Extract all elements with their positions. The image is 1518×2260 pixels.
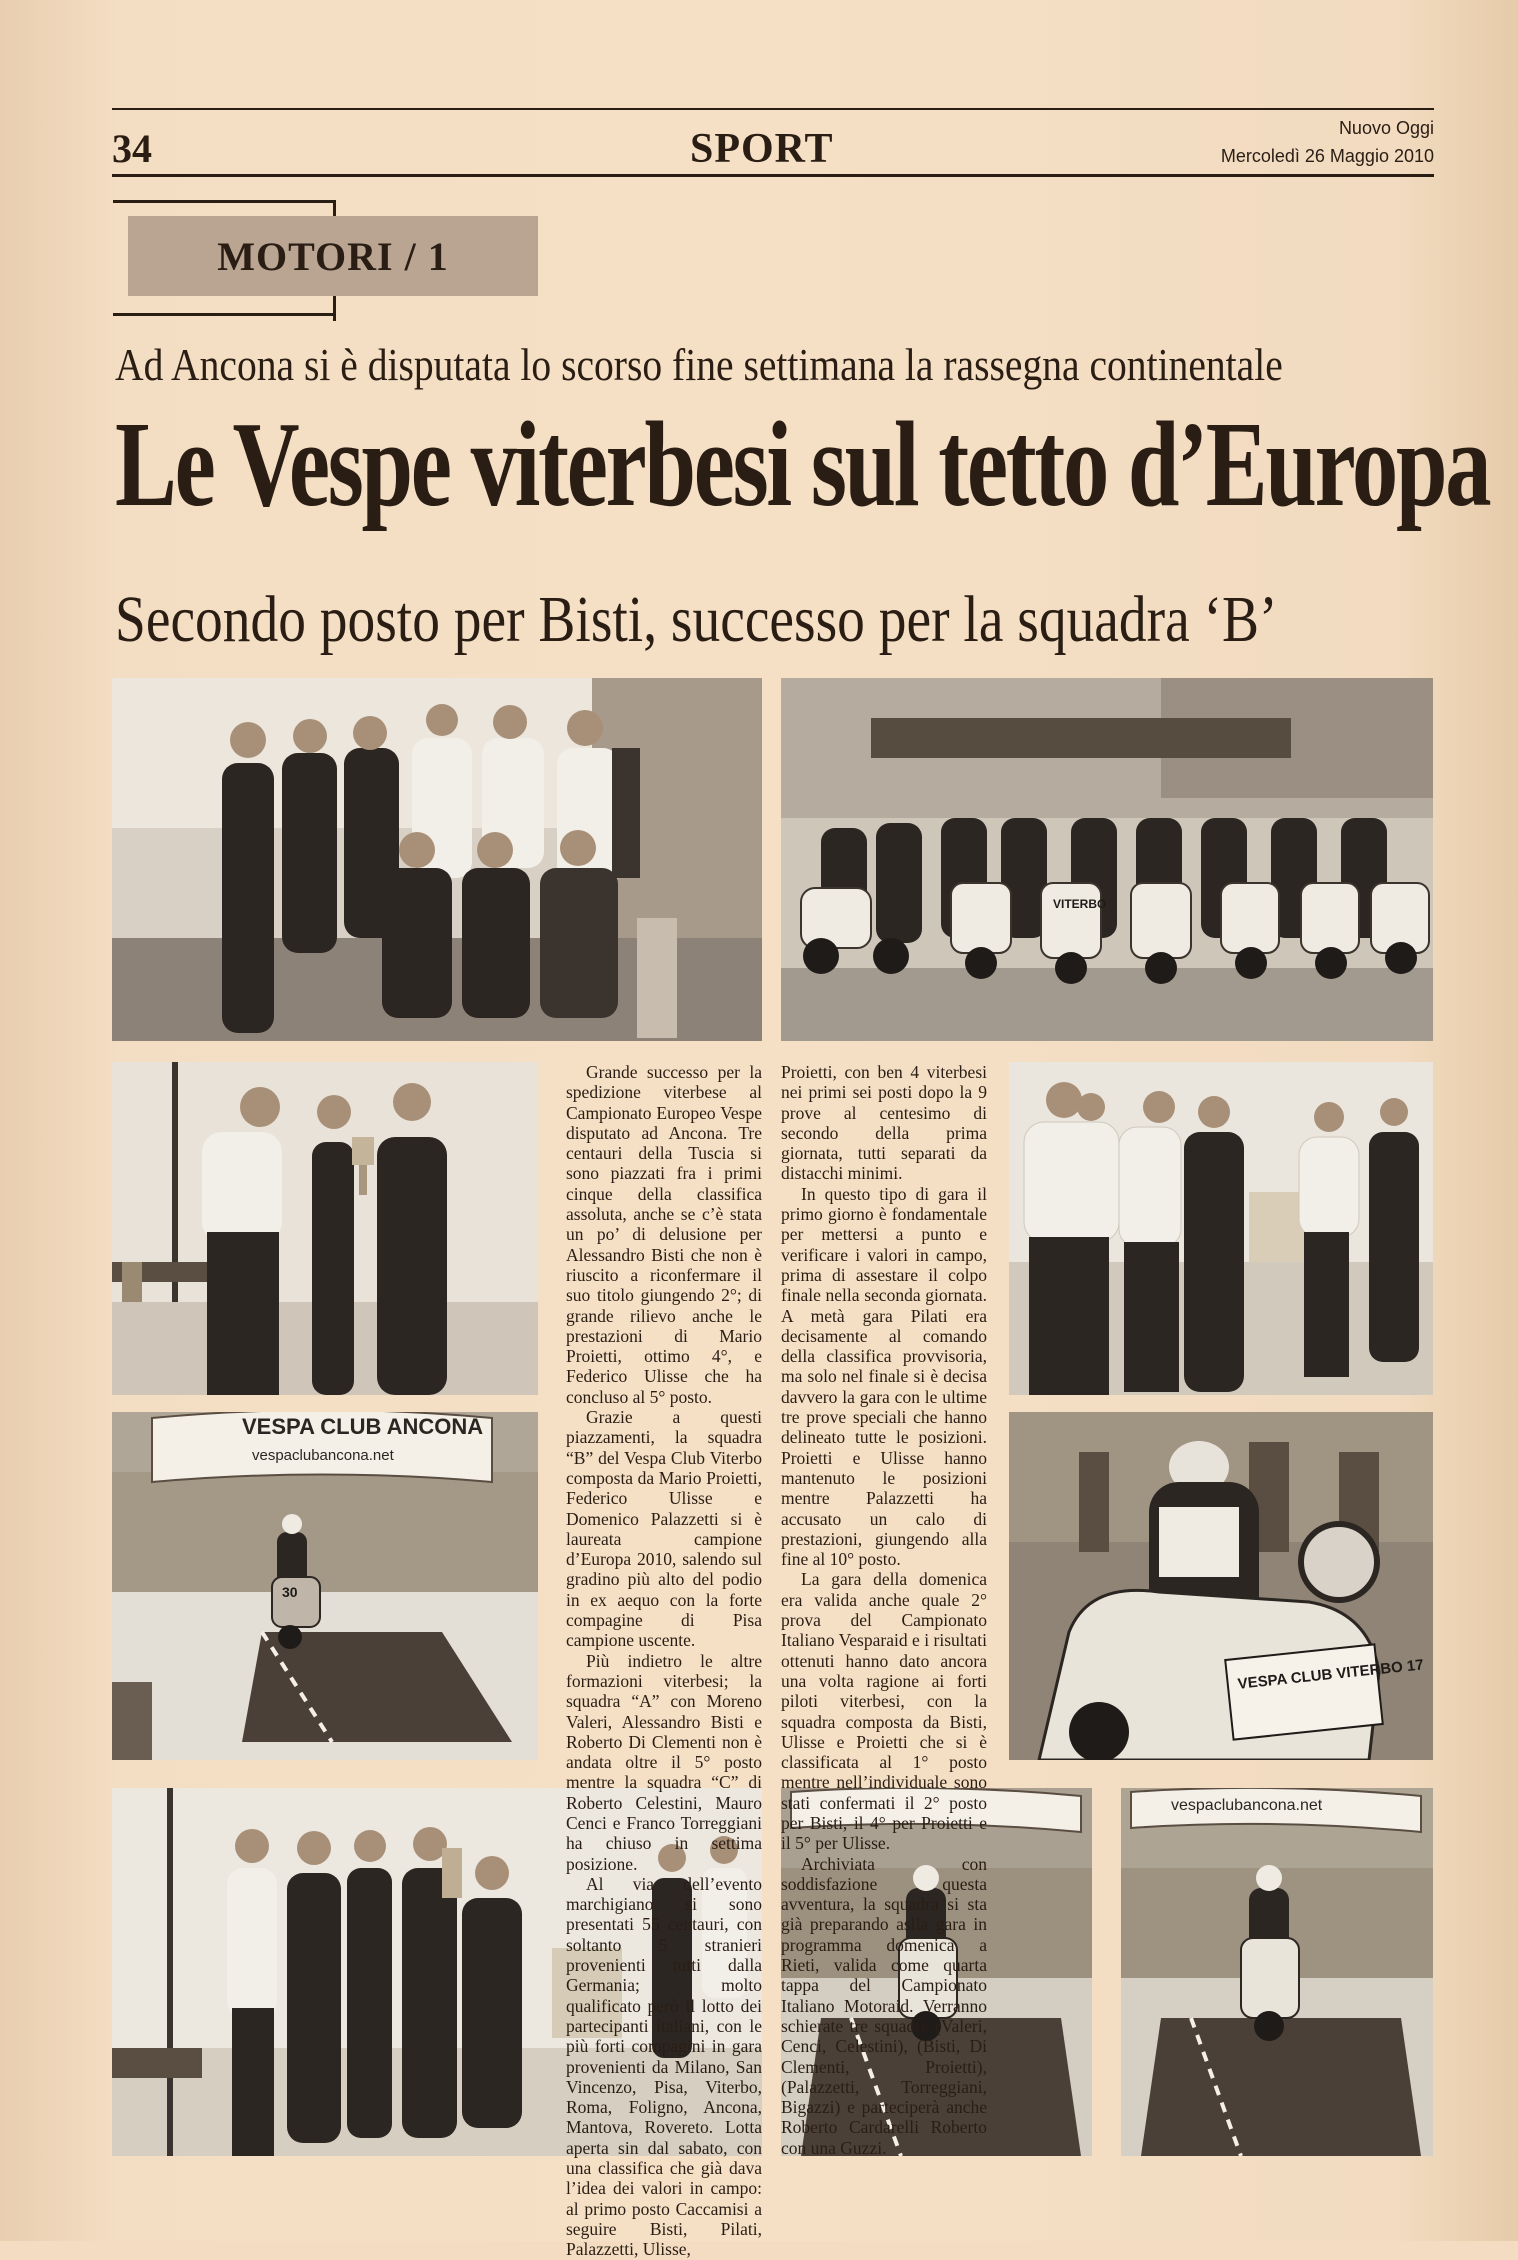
photo-ramp-rider-2 [1121,1788,1433,2156]
column-2-paragraph: Archiviata con soddisfazione questa avventura, la squadra si sta già preparando aslla gara in programma domenica a Rieti, valida come quarta tappa del Campionato Italiano Motoraid. Verranno schierate tre squadre (Valeri, Cenci, Celestini), (Bisti, Di Clementi, Proietti), (Palazzetti, Torreggiani, Bigazzi) e parteciperà anche Roberto Cardarelli Roberto con una Guzzi. [781,1853,987,2158]
article-column-1 [566,1062,762,2260]
kicker: Ad Ancona si è disputata lo scorso fine settimana la rassegna continentale [115,339,1283,390]
headline: Le Vespe viterbesi sul tetto d’Europa [115,397,1490,532]
photo-riders-row [781,678,1433,1041]
section-title: SPORT [690,126,834,172]
column-2-paragraph: In questo tipo di gara il primo giorno è fondamentale per mettersi a punto e verificare i valori in campo, prima di assestare il colpo finale nella seconda giornata. A metà gara Pilati era decisamente al comando della classifica provvisoria, ma solo nel finale si è decisa davvero la gara con le ultime tre prove speciali che hanno delineato tutte le posizioni. Proietti e Ulisse hanno mantenuto le posizioni mentre Palazzetti ha accusato un calo di prestazioni, giungendo alla fine al 10° posto. [781,1183,987,1570]
photo-bib-number: 30 [282,1584,298,1600]
photo-team-group [112,678,762,1041]
photo-handshake [1009,1062,1433,1395]
column-1-paragraph: Grazie a questi piazzamenti, la squadra “B” del Vespa Club Viterbo composta da Mario Proietti, Federico Ulisse e Domenico Palazzetti si è laureata campione d’Europa 2010, salendo sul gradino più alto del podio in ex aequo con la forte compagine di Pisa campione uscente. [566,1407,762,1651]
column-2-paragraph: La gara della domenica era valida anche quale 2° prova del Campionato Italiano Vesparaid e i risultati ottenuti hanno dato ancora una volta ragione ai forti piloti viterbesi, con la squadra composta da Bisti, Ulisse e Proietti che si è classificata al 1° posto mentre nell’individuale sono stati confermati il 2° posto per Bisti, il 4° per Proietti e il 5° per Ulisse. [781,1569,987,1854]
header-bottom-rule [112,174,1434,177]
photo-viterbo-rider [1009,1412,1433,1760]
article-column-2 [781,1062,987,2158]
photo-award-handover [112,1062,538,1395]
subheadline: Secondo posto per Bisti, successo per la squadra ‘B’ [115,583,1278,656]
category-box [128,216,538,296]
column-1-paragraph: Al via dell’evento marchigiano si sono presentati 55 centauri, con soltanto 5 stranieri provenienti tutti dalla Germania; molto qualificato però il lotto dei partecipanti italiani, con le più forti compagini in gara provenienti da Milano, San Vincenzo, Pisa, Viterbo, Roma, Foligno, Ancona, Mantova, Rovereto. Lotta aperta sin dal sabato, con una classifica che già dava l’idea dei valori in campo: al primo posto Caccamisi a seguire Bisti, Pilati, Palazzetti, Ulisse, [566,1873,762,2260]
photo-banner-club: VESPA CLUB ANCONA [242,1414,484,1439]
photo-banner-url: vespaclubancona.net [252,1447,394,1464]
photo-plate-text: VITERBO [1053,897,1107,911]
photo-plate-number: VESPA CLUB VITERBO 17 [1236,1656,1425,1693]
column-1-paragraph: Grande successo per la spedizione viterbese al Campionato Europeo Vespe disputato ad Ancona. Tre centauri della Tuscia si sono piazzati fra i primi cinque della classifica assoluta, anche se c’è stata un po’ di delusione per Alessandro Bisti che non è riuscito a riconfermare il suo titolo giungendo 2°; di grande rilievo anche le prestazioni di Mario Proietti, ottimo 4°, e Federico Ulisse che ha concluso al 5° posto. [566,1062,762,1407]
page-number: 34 [112,126,152,171]
header-top-rule [112,108,1434,110]
photo-ancona-ramp [112,1412,538,1760]
column-2-paragraph: Proietti, con ben 4 viterbesi nei primi sei posti dopo la 9 prove al centesimo di secondo della prima giornata, tutti separati da distacchi minimi. [781,1062,987,1184]
newspaper-name: Nuovo Oggi [1338,118,1434,138]
photo-banner-url-2: vespaclubancona.net [1171,1797,1323,1814]
column-1-paragraph: Più indietro le altre formazioni viterbesi; la squadra “A” con Moreno Valeri, Alessandro Bisti e Roberto Di Clementi non è andata oltre il 5° posto mentre la squadra “C” di Roberto Celestini, Mauro Cenci e Franco Torreggiani ha chiuso in settima posizione. [566,1650,762,1874]
issue-date: Mercoledì 26 Maggio 2010 [1220,146,1434,166]
category-label: MOTORI / 1 [217,233,449,279]
